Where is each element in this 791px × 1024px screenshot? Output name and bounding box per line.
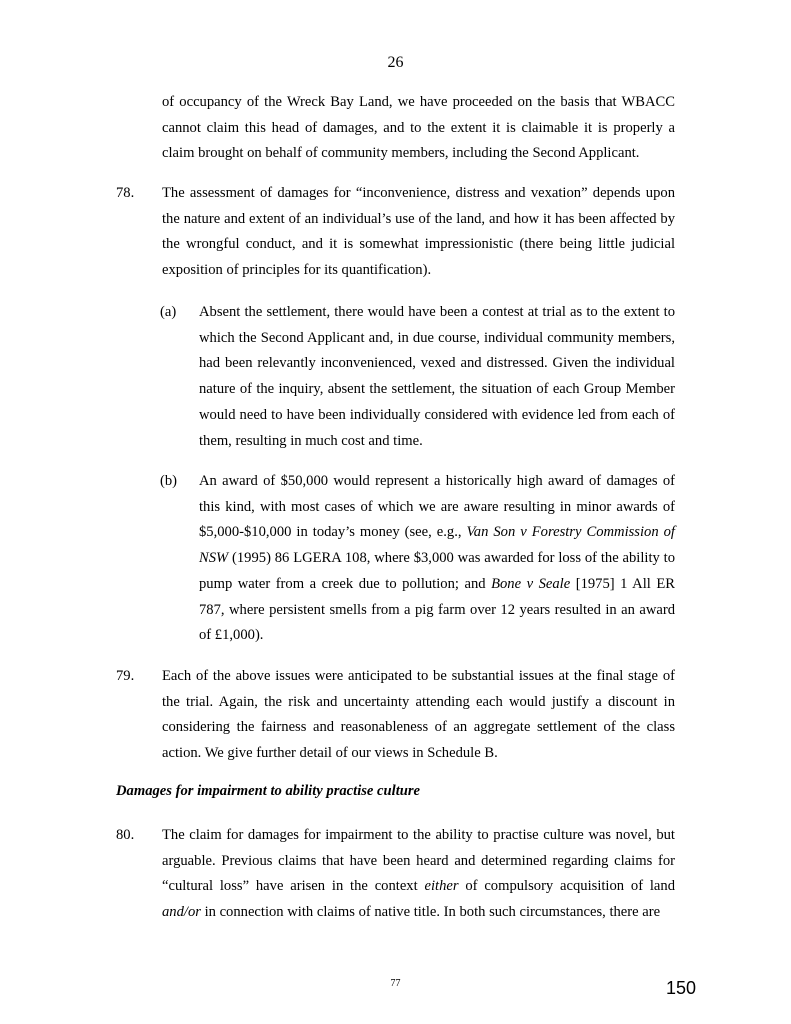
- paragraph-body: The assessment of damages for “inconvenience, distress and vexation” depends upon the nature and extent of an individual’s use of the land, and how it has been affected by the wrongful conduct, and it is somewhat impressionistic (there being little judicial exposition of principles for its quantification).: [162, 185, 675, 279]
- paragraph-78: [116, 181, 675, 284]
- subparagraph-body: [199, 469, 675, 649]
- subparagraph-body: Absent the settlement, there would have been a contest at trial as to the extent to which the Second Applicant and, in due course, individual community members, had been relevantly inconvenienced, vexed and distressed. Given the individual nature of the inquiry, absent the settlement, the situation of each Group Member would need to have been individually considered with evidence led from each of them, resulting in much cost and time.: [199, 304, 675, 449]
- emphasis: either: [424, 878, 459, 895]
- subparagraph-label: (a): [160, 304, 177, 320]
- paragraph-body: [162, 823, 675, 926]
- paragraph-number: 78.: [116, 185, 135, 201]
- text-segment: [1975] 1 All ER 787, where persistent smells from a pig farm over 12 years resulted in an award of £1,000).: [199, 575, 675, 644]
- emphasis: and/or: [162, 904, 201, 921]
- page-number: 26: [387, 54, 404, 71]
- text-segment: The claim for damages for impairment to the ability to practise culture was novel, but arguable. Previous claims that have been heard and determined regarding claims for “cultural loss” have arisen in the context: [162, 827, 675, 895]
- paragraph-number: 80.: [116, 827, 135, 843]
- text-segment: An award of $50,000 would represent a historically high award of damages of this kind, with most cases of which we are aware resulting in minor awards of $5,000-$10,000 in today’s money (see, e.g.,: [199, 473, 675, 541]
- paragraph-79: [116, 664, 675, 767]
- subparagraph-label: (b): [160, 473, 178, 489]
- subparagraph-b: [160, 469, 675, 649]
- text-segment: of compulsory acquisition of land: [458, 878, 675, 895]
- case-citation: Bone v Seale: [491, 575, 571, 592]
- intro-paragraph: of occupancy of the Wreck Bay Land, we have proceeded on the basis that WBACC cannot claim this head of damages, and to the extent it is claimable it is properly a claim brought on behalf of community members, including the Second Applicant.: [162, 94, 675, 162]
- paragraph-body: Each of the above issues were anticipated to be substantial issues at the final stage of the trial. Again, the risk and uncertainty attending each would justify a discount in considering the fairness and reasonableness of an aggregate settlement of the class action. We give further detail of our views in Schedule B.: [162, 668, 675, 762]
- text-segment: in connection with claims of native title. In both such circumstances, there are: [200, 904, 661, 921]
- paragraph-80: [116, 823, 675, 926]
- text-segment: (1995) 86 LGERA 108, where $3,000 was awarded for loss of the ability to pump water from a creek due to pollution; and: [199, 550, 675, 592]
- paragraph-number: 79.: [116, 668, 135, 684]
- subparagraph-a: [160, 300, 675, 454]
- case-citation: Van Son v Forestry Commission of NSW: [199, 524, 675, 567]
- section-heading: Damages for impairment to ability practise culture: [116, 783, 421, 799]
- footer-page-number: 77: [390, 978, 401, 989]
- page-stamp: 150: [666, 978, 697, 998]
